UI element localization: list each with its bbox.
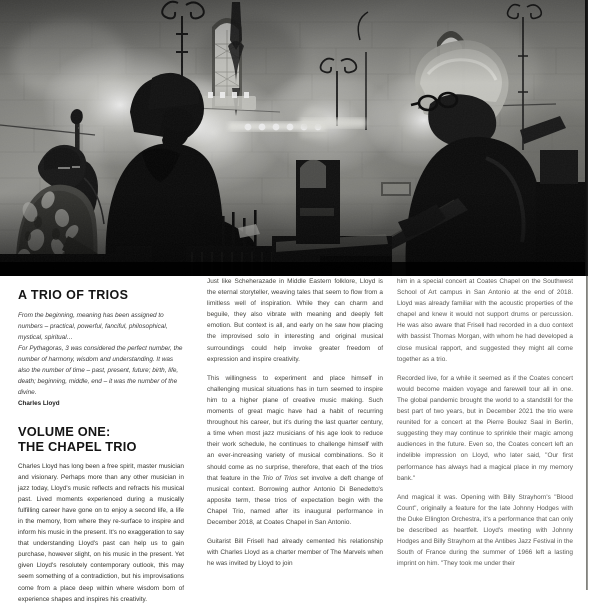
section-title-line-one: VOLUME ONE:: [18, 424, 111, 440]
paragraph-part-two: set involve a deft change of musical context. Borrowing author Antonio Di Benedetto's apposite term, these trios of expectation begin with the Chapel Trio, named after its inaugural performance in December 2018, at Coates Chapel in San Antonio.: [207, 474, 383, 526]
paragraph: Recorded live, for a while it seemed as if the Coates concert would become maiden voyage and farewell tour all in one. The global pandemic brought the world to a standstill for the best part of two years, but in December 2021 the trio were reunited for a concert at the Pierre Boulez Saal in Berlin, suggesting they may continue to sprinkle their magic among audiences in the future. Even so, the Coates concert left an indelible impression on Lloyd, who later said, "Our first performance has always had a magical place in my memory bank.": [397, 374, 573, 482]
column-three-body: [397, 276, 573, 569]
intro-quote: [18, 310, 184, 398]
paragraph: And magical it was. Opening with Billy Strayhorn's "Blood Count", originally a feature for the late Johnny Hodges with the Duke Ellington Orchestra, it's a performance that can only be described as heartfelt. Lloyd's meeting with Johnny Hodges and Billy Strayhorn at the Antibes Jazz Festival in the South of France during the summer of 1966 left a lasting imprint on him. "They took me under their: [397, 493, 573, 568]
text-column-two: [207, 276, 383, 569]
album-title-italic: Trio of Trios: [262, 474, 298, 482]
liner-notes-text-area: [0, 276, 586, 603]
page-outer-margin: [588, 0, 600, 590]
photograph-artwork: [0, 0, 592, 276]
paragraph: Charles Lloyd has long been a free spirit, master musician and visionary. Perhaps more than any other musician in jazz today, Lloyd's music reflects and refracts his musical past. Lived moments experienced during a musically fulfilling career have gone on to enjoy a second life, a life in the memory, from where they re-surface to inspire and inform his music in the present. It's no exaggeration to say that understanding Lloyd's past can help us to gain purchase, however slight, on his music in the present. Yet given Lloyd's resolutely contemporary outlook, this may seem something of a contradiction, but his improvisations come from a place deep within where wisdom born of experience shapes and inspires his creativity.: [18, 462, 184, 603]
paragraph-part-one: This willingness to experiment and place himself in challenging musical situations has in turn seemed to inspire him to a higher plane of creative music making. Such moments of great magic have had a habit of recurring throughout his career, but it's during the last quarter century, a time when most jazz musicians of his age look to reduce their work schedule, he continues to challenge himself with an ever-increasing variety of musical combinations. So it should come as no surprise, therefore, that each of the trios that feature in the: [207, 374, 383, 482]
section-title-line-two: THE CHAPEL TRIO: [18, 439, 137, 455]
column-two-body: [207, 276, 383, 569]
paragraph: [207, 373, 383, 528]
column-one-body: [18, 461, 184, 605]
chapel-trio-photograph: [0, 0, 592, 276]
byline: Charles Lloyd: [18, 399, 60, 407]
paragraph: him in a special concert at Coates Chapel on the Southwest School of Art campus in San Antonio at the end of 2018. Lloyd was already familiar with the acoustic properties of the chapel and knew it would not support drums or percussion. He was also aware that Frisell had recorded in a duo context with bassist Thomas Morgan, with whom he had developed a close musical rapport, and suggested they might all come together as a trio.: [397, 278, 573, 363]
paragraph: Guitarist Bill Frisell had already cemented his relationship with Charles Lloyd as a charter member of The Marvels when he was invited by Lloyd to join: [207, 538, 383, 568]
page-title: A TRIO OF TRIOS: [18, 288, 129, 302]
text-column-one: [18, 276, 184, 605]
section-title: [18, 424, 184, 454]
paragraph: Just like Scheherazade in Middle Eastern folklore, Lloyd is the eternal storyteller, weaving tales that seem to flow from a limitless well of inspiration. While they can charm and beguile, they also vibrate with meaning and deeply felt emotion. But context is all, and early on he saw how placing the improvised solo in interesting and original musical surroundings could help invoke greater freedom of expression and inspire creativity.: [207, 278, 383, 363]
intro-paragraph-1: From the beginning, meaning has been assigned to numbers – practical, powerful, fanciful, philosophical, mystical, spiritual…: [18, 311, 168, 341]
intro-paragraph-2: For Pythagoras, 3 was considered the perfect number, the number of harmony, wisdom and understanding. It was also the number of time – past, present, future; birth, life, death; beginning, middle, end – it was the number of the divine.: [18, 344, 183, 396]
text-column-three: [397, 276, 573, 569]
